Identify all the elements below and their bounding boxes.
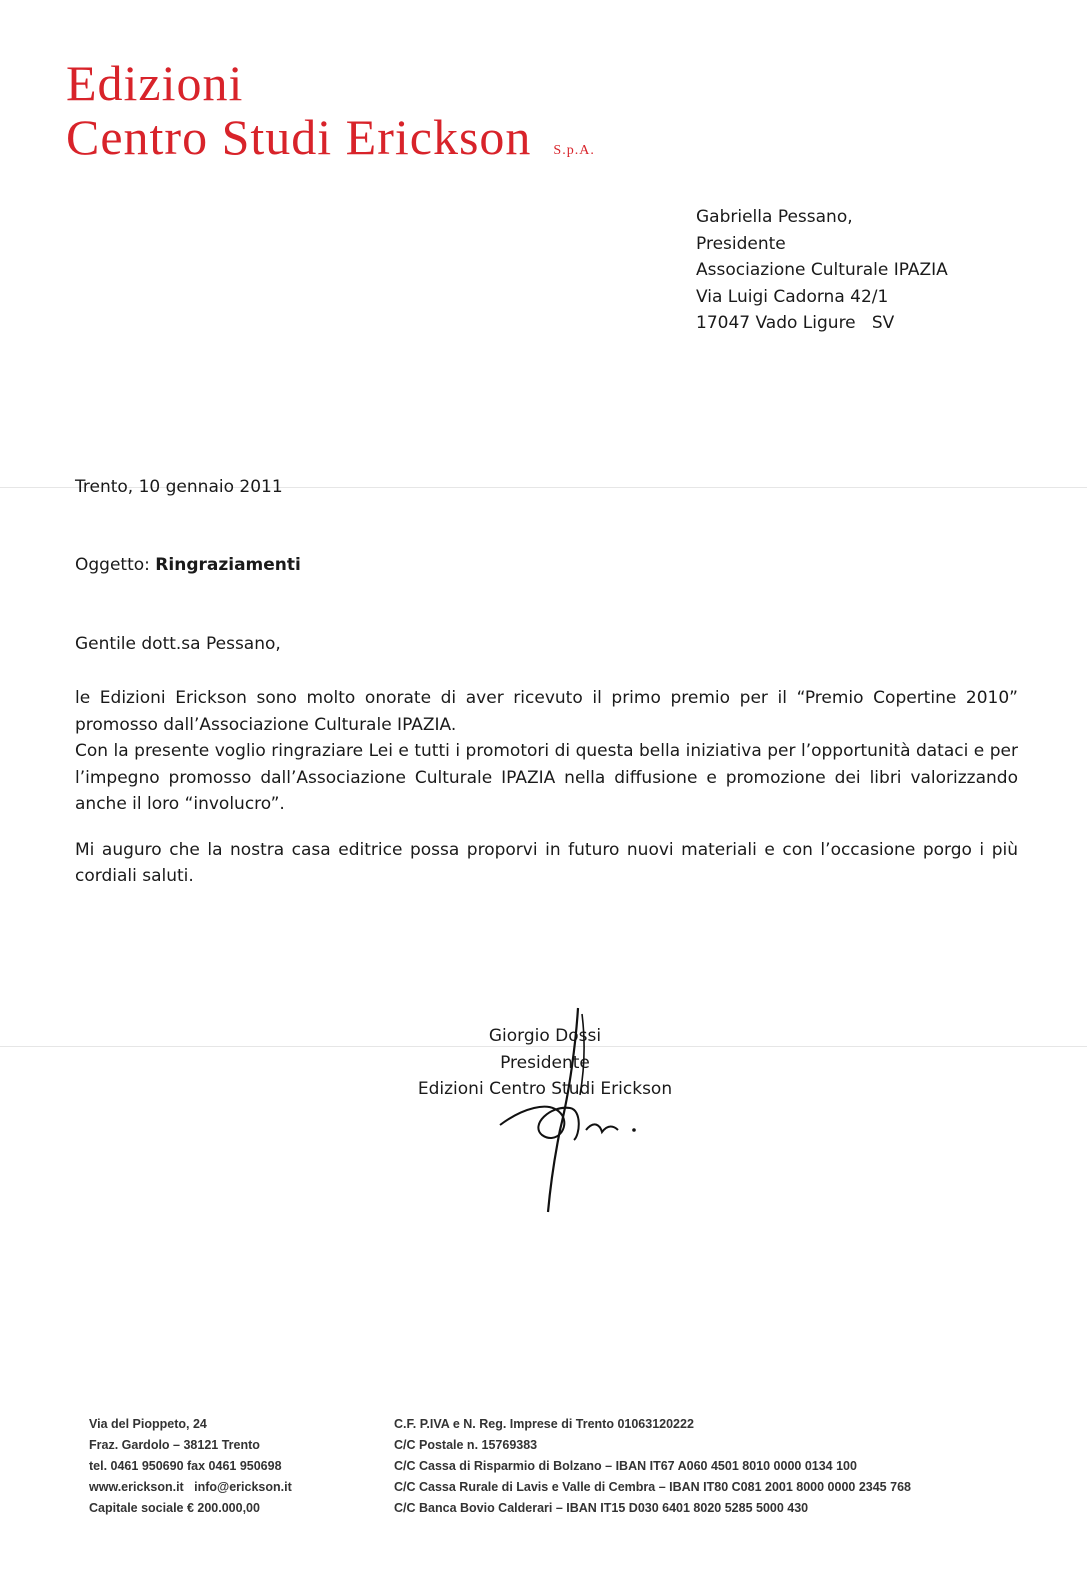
footer-postal-account: C/C Postale n. 15769383 bbox=[394, 1438, 538, 1452]
recipient-name: Gabriella Pessano, bbox=[696, 207, 853, 227]
letter-salutation: Gentile dott.sa Pessano, bbox=[75, 634, 281, 654]
body-paragraph-3: Mi auguro che la nostra casa editrice possa proporvi in futuro nuovi materiali e con l’occasione porgo i più cordiali saluti. bbox=[75, 839, 1018, 886]
footer-bank-account: C/C Banca Bovio Calderari – IBAN IT15 D030 6401 8020 5285 5000 430 bbox=[394, 1501, 809, 1515]
subject-label: Oggetto: bbox=[75, 555, 156, 575]
recipient-city: 17047 Vado Ligure SV bbox=[696, 313, 895, 333]
recipient-organization: Associazione Culturale IPAZIA bbox=[696, 260, 948, 280]
footer-bank-account: C/C Cassa Rurale di Lavis e Valle di Cembra – IBAN IT80 C081 2001 8000 0000 2345 768 bbox=[394, 1480, 911, 1494]
letterhead-logo bbox=[66, 55, 595, 176]
body-paragraph-2: Con la presente voglio ringraziare Lei e tutti i promotori di questa bella iniziativa per l’opportunità dataci e per l’impegno promosso dall’Associazione Culturale IPAZIA nella diffusione e promozione dei libri valorizzando anche il loro “involucro”. bbox=[75, 741, 1018, 814]
logo-company-name: Centro Studi Erickson bbox=[66, 109, 532, 165]
signatory-title: Presidente bbox=[500, 1052, 590, 1073]
recipient-street: Via Luigi Cadorna 42/1 bbox=[696, 286, 889, 307]
signatory-name: Giorgio Dossi bbox=[488, 1026, 602, 1046]
footer-web-email: www.erickson.it info@erickson.it bbox=[89, 1480, 292, 1494]
footer-bank-details bbox=[394, 1414, 911, 1519]
letter-date: Trento, 10 gennaio 2011 bbox=[75, 477, 283, 497]
footer-bank-account: C/C Cassa di Risparmio di Bolzano – IBAN IT67 A060 4501 8010 0000 0134 100 bbox=[394, 1459, 857, 1473]
logo-line-2 bbox=[66, 109, 595, 176]
footer-address: Via del Pioppeto, 24 bbox=[89, 1417, 207, 1431]
handwritten-signature bbox=[490, 1000, 650, 1220]
body-paragraph-1: le Edizioni Erickson sono molto onorate di aver ricevuto il primo premio per il “Premio Copertine 2010” promosso dall’Associazione Culturale IPAZIA. bbox=[75, 688, 1018, 735]
footer-company-contacts bbox=[89, 1414, 292, 1519]
logo-line-1: Edizioni bbox=[66, 55, 244, 111]
footer-share-capital: Capitale sociale € 200.000,00 bbox=[89, 1501, 260, 1515]
recipient-address bbox=[696, 204, 948, 337]
letter-body bbox=[75, 685, 1018, 890]
logo-spa: S.p.A. bbox=[553, 143, 595, 158]
footer-phone-fax: tel. 0461 950690 fax 0461 950698 bbox=[89, 1459, 282, 1473]
recipient-title: Presidente bbox=[696, 233, 786, 254]
subject-value: Ringraziamenti bbox=[155, 555, 301, 575]
footer-vat: C.F. P.IVA e N. Reg. Imprese di Trento 01063120222 bbox=[394, 1417, 694, 1431]
letter-subject bbox=[75, 555, 301, 575]
footer-locality: Fraz. Gardolo – 38121 Trento bbox=[89, 1438, 260, 1452]
signatory-company: Edizioni Centro Studi Erickson bbox=[417, 1079, 673, 1099]
